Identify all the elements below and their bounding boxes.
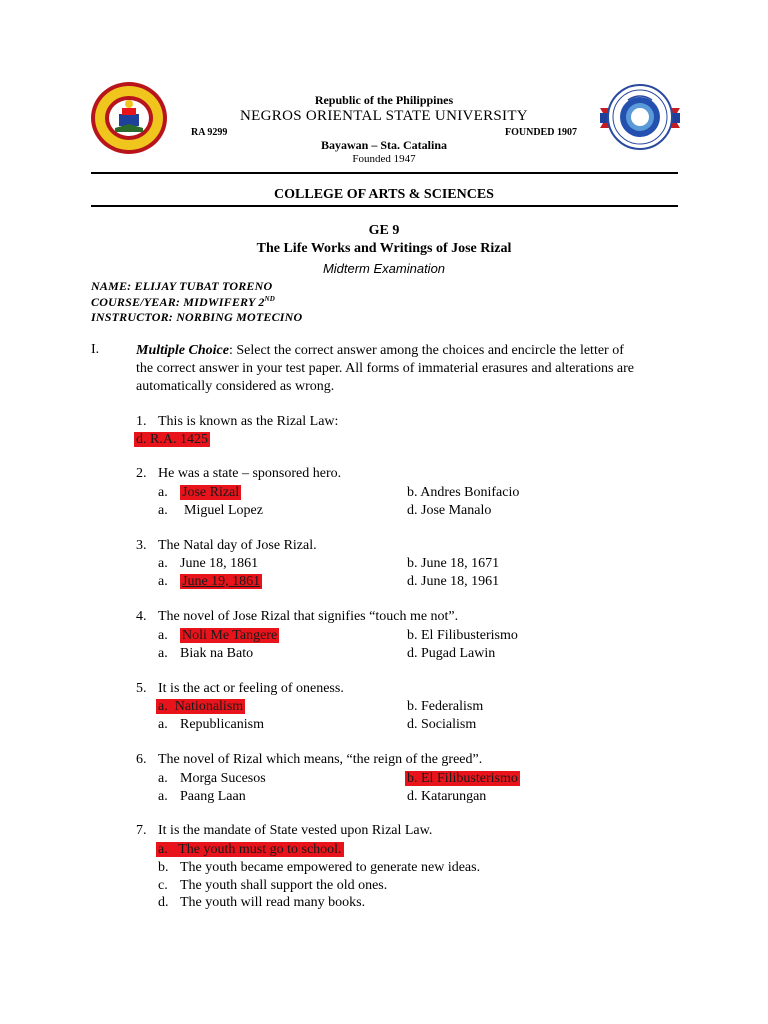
- question-5-option-d[interactable]: d. Socialism: [407, 717, 477, 732]
- exam-title: Midterm Examination: [322, 261, 446, 276]
- question-7-option-b-letter: b.: [158, 860, 169, 875]
- instructor-name: INSTRUCTOR: NORBING MOTECINO: [91, 310, 303, 324]
- question-3-option-d[interactable]: d. June 18, 1961: [407, 574, 500, 589]
- question-4-option-d[interactable]: d. Pugad Lawin: [407, 646, 496, 661]
- question-1-text: This is known as the Rizal Law:: [158, 414, 339, 429]
- question-3-option-a[interactable]: June 18, 1861: [180, 556, 259, 571]
- section-heading: Multiple Choice: [136, 343, 229, 358]
- question-2-option-d[interactable]: d. Jose Manalo: [407, 503, 492, 518]
- question-4-text: The novel of Jose Rizal that signifies “touch me not”.: [158, 609, 459, 624]
- question-7-option-c[interactable]: The youth shall support the old ones.: [180, 878, 388, 893]
- question-3-option-b[interactable]: b. June 18, 1671: [407, 556, 500, 571]
- option-text: The youth must go to school.: [178, 842, 342, 857]
- answer-highlight: b. El Filibusterismo: [407, 771, 518, 786]
- question-7-number: 7.: [136, 823, 147, 838]
- question-7-option-d-letter: d.: [158, 895, 169, 910]
- question-6-option-c-letter: a.: [158, 789, 168, 804]
- question-2-option-c[interactable]: Miguel Lopez: [184, 503, 263, 518]
- question-4-option-c-letter: a.: [158, 646, 168, 661]
- question-6-option-d[interactable]: d. Katarungan: [407, 789, 487, 804]
- answer-highlight: [156, 842, 344, 857]
- course-year-sup: ND: [264, 295, 276, 303]
- question-7-option-d[interactable]: The youth will read many books.: [180, 895, 366, 910]
- question-4-option-c[interactable]: Biak na Bato: [180, 646, 254, 661]
- question-6-text: The novel of Rizal which means, “the reign of the greed”.: [158, 752, 483, 767]
- ra-number: RA 9299: [191, 127, 228, 138]
- question-2-option-b[interactable]: b. Andres Bonifacio: [407, 485, 520, 500]
- question-6-option-a-letter: a.: [158, 771, 168, 786]
- question-1-number: 1.: [136, 414, 147, 429]
- founded-year: Founded 1947: [352, 153, 416, 165]
- question-7-text: It is the mandate of State vested upon Rizal Law.: [158, 823, 433, 838]
- option-letter: a.: [158, 842, 168, 857]
- question-2-option-a-letter: a.: [158, 485, 168, 500]
- question-2-number: 2.: [136, 466, 147, 481]
- course-title: The Life Works and Writings of Jose Rizal: [256, 241, 512, 256]
- question-3-option-c-letter: a.: [158, 574, 168, 589]
- question-5-number: 5.: [136, 681, 147, 696]
- divider-top: [91, 172, 678, 174]
- question-5-text: It is the act or feeling of oneness.: [158, 681, 344, 696]
- instructions-line2: the correct answer in your test paper. All forms of immaterial erasures and alterations are: [136, 361, 634, 376]
- campus-name: Bayawan – Sta. Catalina: [320, 138, 448, 152]
- question-7-option-a[interactable]: [156, 842, 344, 858]
- question-7-option-c-letter: c.: [158, 878, 168, 893]
- question-5-option-c-letter: a.: [158, 717, 168, 732]
- question-1-answer[interactable]: [134, 432, 210, 448]
- option-letter: a.: [158, 699, 168, 714]
- question-3-option-c[interactable]: [180, 574, 262, 590]
- question-4-option-b[interactable]: b. El Filibusterismo: [407, 628, 518, 643]
- question-2-option-c-letter: a.: [158, 503, 168, 518]
- question-2-option-a[interactable]: [180, 485, 241, 501]
- college-title: COLLEGE OF ARTS & SCIENCES: [274, 187, 494, 202]
- course-code: GE 9: [368, 223, 400, 238]
- question-6-option-a[interactable]: Morga Sucesos: [180, 771, 266, 786]
- answer-highlight: Jose Rizal: [182, 485, 240, 500]
- course-year-text: COURSE/YEAR: MIDWIFERY 2: [91, 295, 265, 309]
- question-5-option-c[interactable]: Republicanism: [180, 717, 264, 732]
- answer-highlight: [156, 699, 245, 714]
- question-3-option-a-letter: a.: [158, 556, 168, 571]
- question-6-option-c[interactable]: Paang Laan: [180, 789, 246, 804]
- answer-highlight: d. R.A. 1425: [136, 432, 208, 447]
- question-4-number: 4.: [136, 609, 147, 624]
- section-number: I.: [91, 342, 100, 357]
- question-4-option-a-letter: a.: [158, 628, 168, 643]
- question-3-number: 3.: [136, 538, 147, 553]
- question-3-text: The Natal day of Jose Rizal.: [158, 538, 317, 553]
- option-text: Nationalism: [174, 699, 244, 714]
- student-name: NAME: ELIJAY TUBAT TORENO: [91, 279, 273, 293]
- answer-highlight: June 19, 1861: [182, 574, 261, 589]
- university-name: NEGROS ORIENTAL STATE UNIVERSITY: [240, 108, 528, 124]
- instructions-line3: automatically considered as wrong.: [136, 379, 335, 394]
- divider-bottom: [91, 205, 678, 207]
- instructions-line1: : Select the correct answer among the choices and encircle the letter of: [228, 343, 624, 358]
- question-6-number: 6.: [136, 752, 147, 767]
- founded-1907: FOUNDED 1907: [505, 127, 577, 138]
- question-2-text: He was a state – sponsored hero.: [158, 466, 342, 481]
- student-course-year: [91, 295, 275, 310]
- question-7-option-b[interactable]: The youth became empowered to generate new ideas.: [180, 860, 481, 875]
- question-4-option-a[interactable]: [180, 628, 279, 644]
- republic-line: Republic of the Philippines: [314, 93, 454, 107]
- question-5-option-b[interactable]: b. Federalism: [407, 699, 484, 714]
- question-5-option-a[interactable]: [156, 699, 245, 715]
- section-instructions: [136, 342, 696, 396]
- answer-highlight: Noli Me Tangere: [182, 628, 278, 643]
- question-6-option-b[interactable]: [405, 771, 520, 787]
